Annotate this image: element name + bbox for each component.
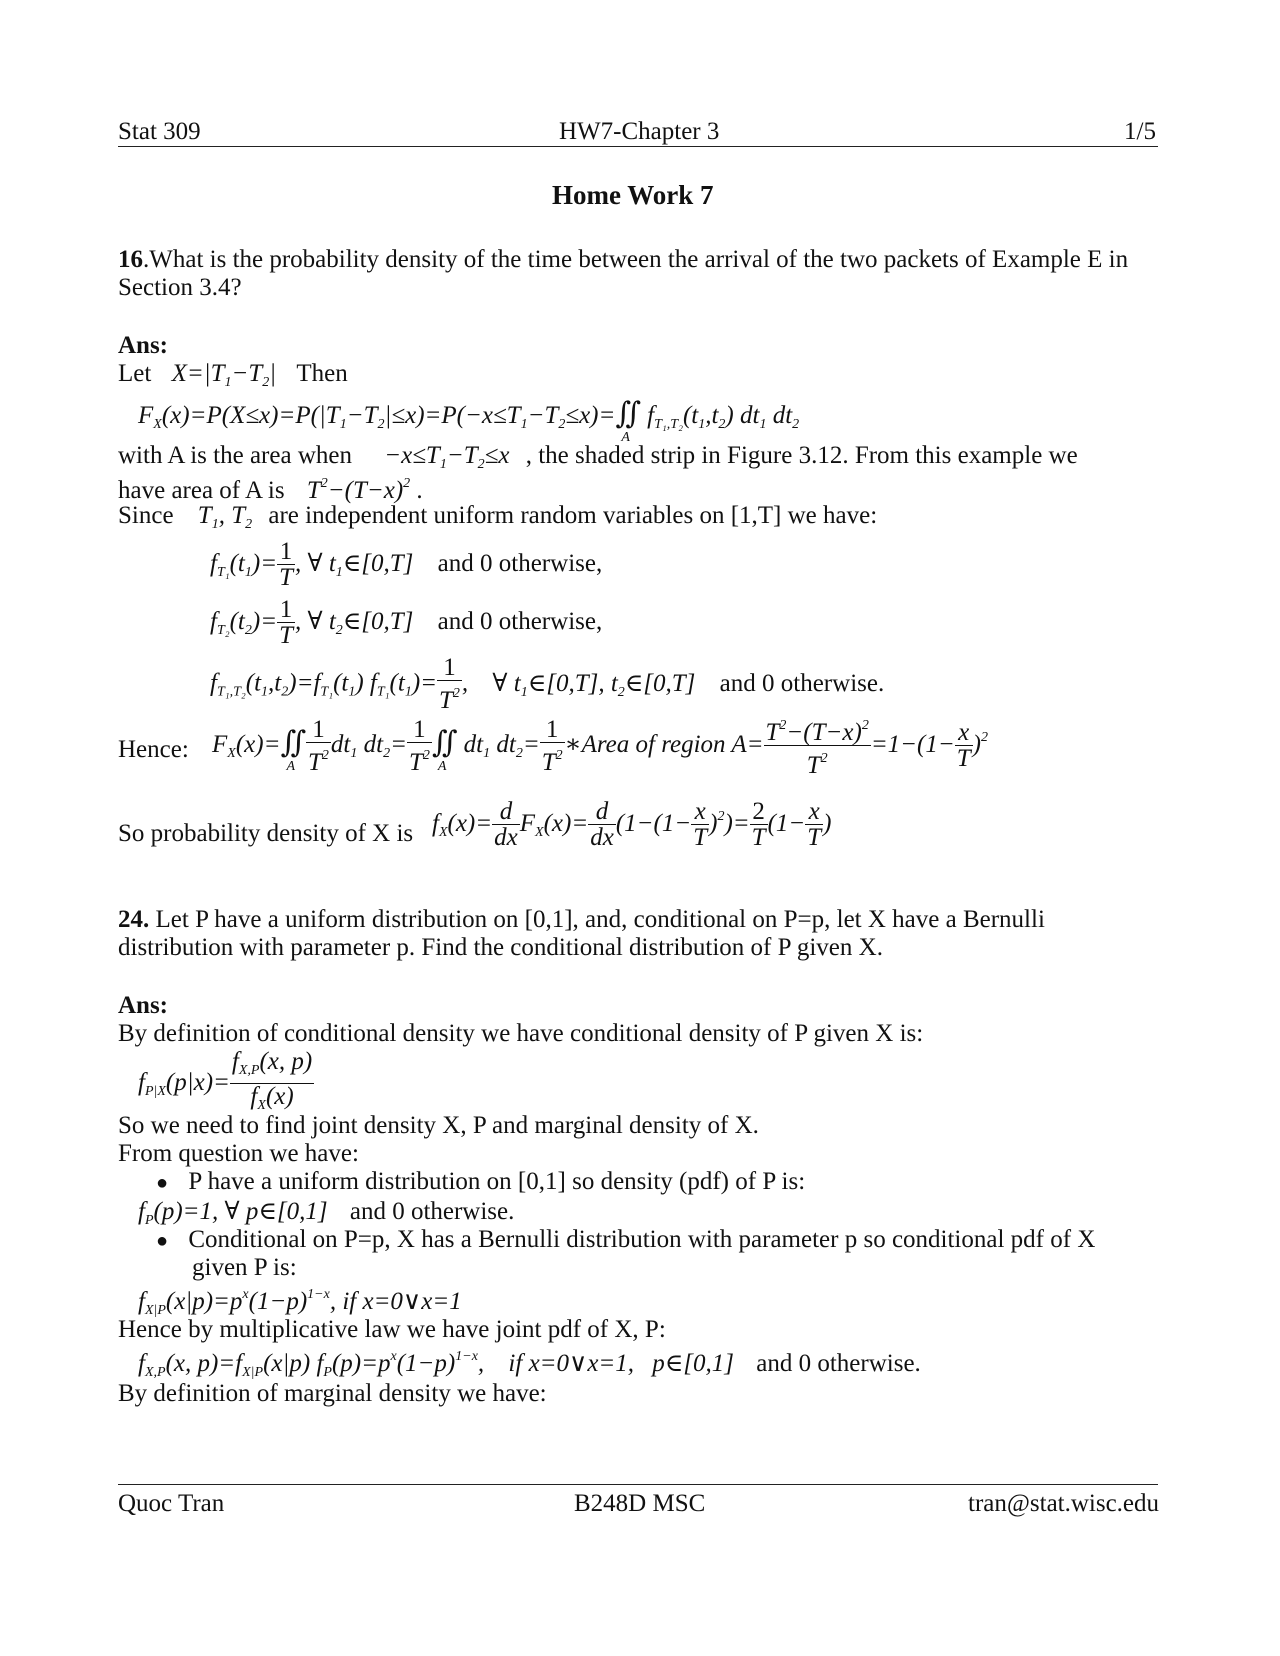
- with-a-text: with A is the area when: [118, 442, 352, 469]
- bernoulli-pdf-formula: $f_{X|P}(x|p)=p^x(1-p)^{1-x}$, if x=0∨x=1: [138, 1287, 462, 1318]
- bullet-dot-icon: ●: [156, 1230, 169, 1252]
- shaded-strip-text: , the shaded strip in Figure 3.12. From this example we: [525, 442, 1078, 469]
- footer-author: Quoc Tran: [118, 1490, 225, 1517]
- cdf-formula: $F_X(x)=P(X\le x)=P(|T_1-T_2|\le x)=P(-x\le T_1-T_2\le x)=∬$ A $f_{T_1,T_2}(t_1,t_2)$ $dt_1$ $dt_2$: [138, 397, 800, 445]
- header-page-number: 1/5: [1124, 118, 1156, 145]
- question-24-text: Let P have a uniform distribution on [0,1], and, conditional on P=p, let X have a Bernulli: [155, 906, 1045, 933]
- t1-t2-vars: $T_1$, $T_2$: [197, 502, 253, 532]
- conditional-density-formula: $f_{P|X}(p|x)=$ $\frac{f_{X,P}(x, p)}{f_X(x)}$: [138, 1048, 313, 1113]
- def-x-formula: $X=|T_1-T_2|$: [171, 360, 277, 390]
- answer-24-label: Ans:: [118, 992, 169, 1019]
- header-course: Stat 309: [118, 118, 201, 145]
- density-x-formula: $f_X(x)=$ $\frac{d}{dx}$ $F_X(x)=$ $\frac{d}{dx}$ (1−(1− $\frac{x}{T}$ )$^2$)= $\frac{2}{T}$ (1− $\frac{x}{T}$ ): [432, 798, 832, 851]
- question-24: [118, 906, 1045, 934]
- density-x-label: So probability density of X is: [118, 820, 414, 847]
- bullet-1-text: P have a uniform distribution on [0,1] so density (pdf) of P is:: [188, 1168, 806, 1195]
- density-t2: $f_{T_2}(t_2)=$ $\frac{1}{T}$ , ∀ $t_2\in[0,T]$ and 0 otherwise,: [210, 596, 603, 649]
- header-assignment: HW7-Chapter 3: [559, 118, 720, 145]
- hence-label: Hence:: [118, 736, 189, 763]
- joint-density-otherwise: and 0 otherwise.: [719, 669, 885, 697]
- from-question-text: From question we have:: [118, 1140, 359, 1167]
- bullet-2-text: Conditional on P=p, X has a Bernulli distribution with parameter p so conditional pdf of X: [188, 1226, 1096, 1253]
- question-16-text-cont: Section 3.4?: [118, 274, 242, 301]
- area-region-text: Area of region: [581, 731, 726, 759]
- question-16-text: .What is the probability density of the time between the arrival of the two packets of Example E in: [143, 246, 1129, 273]
- then-text: Then: [296, 360, 348, 387]
- independent-text: are independent uniform random variables on [1,T] we have:: [268, 502, 878, 529]
- density-t1-otherwise: and 0 otherwise,: [437, 550, 603, 578]
- footer-email: tran@stat.wisc.edu: [968, 1490, 1160, 1517]
- density-p-formula: $f_P(p)=1$, ∀ p∈[0,1] and 0 otherwise.: [138, 1198, 515, 1228]
- page-title: Home Work 7: [552, 180, 714, 210]
- marginal-density-text: By definition of marginal density we have:: [118, 1380, 547, 1407]
- density-t1: $f_{T_1}(t_1)=$ $\frac{1}{T}$ , ∀ $t_1\in[0,T]$ and 0 otherwise,: [210, 538, 603, 591]
- multiplicative-law-text: Hence by multiplicative law we have joint pdf of X, P:: [118, 1316, 666, 1343]
- footer-office: B248D MSC: [574, 1490, 706, 1517]
- need-to-find-text: So we need to find joint density X, P and marginal density of X.: [118, 1112, 759, 1139]
- footer-rule: [118, 1484, 1158, 1485]
- since-text: Since: [118, 502, 174, 529]
- header-rule: [118, 146, 1158, 147]
- density-p-otherwise: and 0 otherwise.: [349, 1198, 515, 1225]
- density-t2-otherwise: and 0 otherwise,: [437, 608, 603, 636]
- question-16-number: 16: [118, 246, 143, 273]
- conditional-density-text: By definition of conditional density we have conditional density of P given X is:: [118, 1020, 924, 1047]
- let-text: Let: [118, 360, 152, 387]
- area-formula: $T^2-(T-x)^2$: [306, 476, 411, 504]
- answer-16-let-line: [118, 360, 348, 397]
- region-inequality: $-x\le T_1-T_2\le x$: [384, 442, 510, 472]
- joint-pdf-formula: $f_{X,P}(x$, $p)=f_{X|P}(x|p)$ $f_P(p)=p^x(1-p)^{1-x}$, if x=0∨x=1, p∈[0,1] and 0 otherwise.: [138, 1349, 921, 1380]
- answer-16-label: Ans:: [118, 332, 169, 359]
- area-is-text: have area of A is: [118, 477, 285, 504]
- joint-density-t1-t2: $f_{T_1,T_2}(t_1,t_2)=f_{T_1}(t_1)$ $f_{T_1}(t_1)=$ $\frac{1}{T^2}$ , ∀ $t_1\in[0,T]$, $t_2\in[0,T]$ and 0 otherwise.: [210, 654, 885, 714]
- bullet-1: [156, 1168, 805, 1197]
- joint-pdf-otherwise: and 0 otherwise.: [756, 1350, 921, 1377]
- area-line: have area of A is $T^2-(T-x)^2$ .: [118, 476, 423, 504]
- bullet-2-text-cont: given P is:: [192, 1254, 297, 1281]
- bullet-2: [156, 1226, 1095, 1255]
- question-16: [118, 246, 1128, 274]
- cdf-result-formula: $F_X(x)=∬$ A $\frac{1}{T^2}$ $dt_1$ $dt_2=$ $\frac{1}{T^2}$ ∬ A $dt_1$ $dt_2=$ $\frac{1}{T^2}$ ∗Area of region A= $\frac{T^2-(T-x)^2}{T^2}$ =1−(1− $\frac{x}{T}$ )$^2$: [212, 715, 988, 779]
- question-24-number: 24.: [118, 906, 150, 933]
- question-24-text-cont: distribution with parameter p. Find the conditional distribution of P given X.: [118, 934, 883, 961]
- since-line: [118, 502, 877, 539]
- bullet-dot-icon: ●: [156, 1172, 169, 1194]
